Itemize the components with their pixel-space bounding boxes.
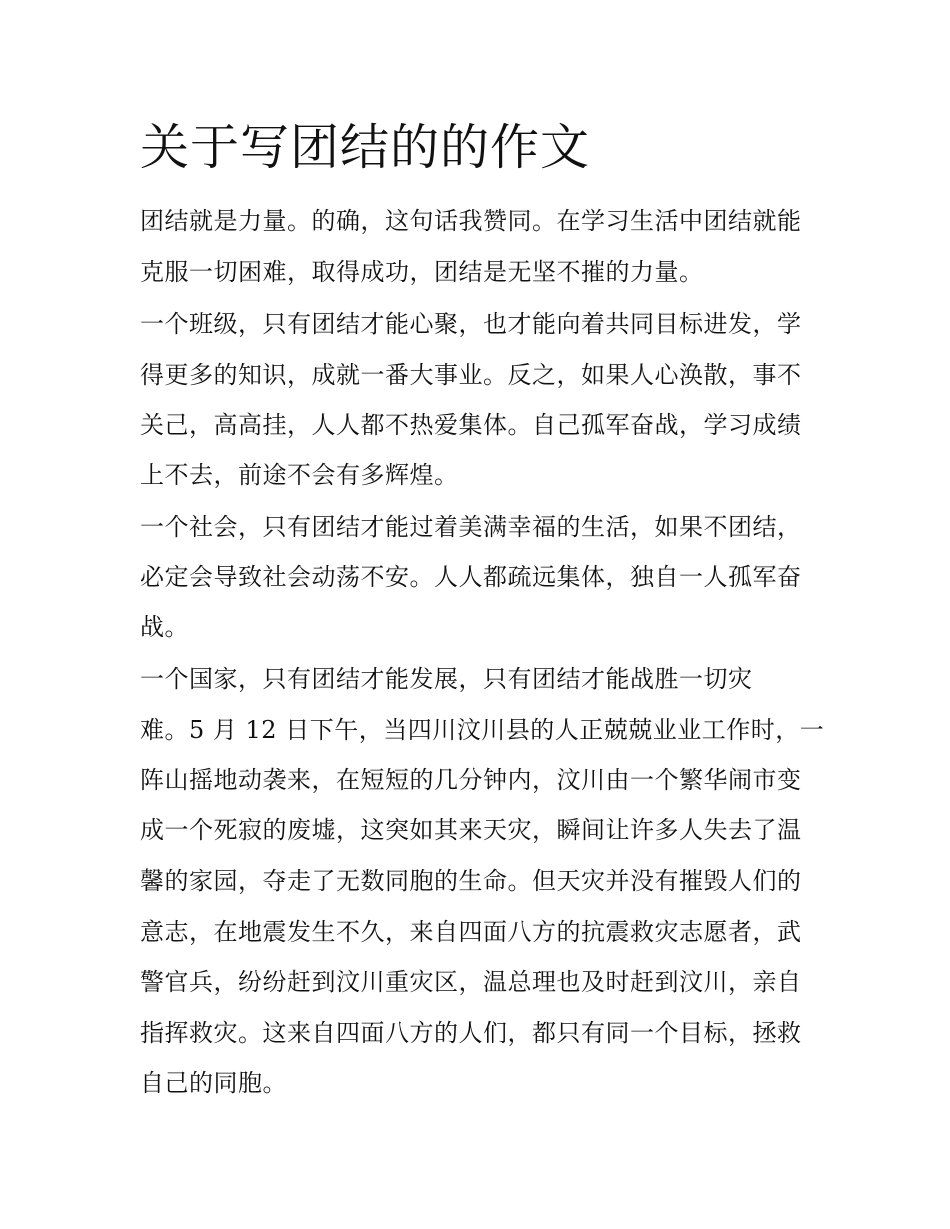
text-line: 一个社会，只有团结才能过着美满幸福的生活，如果不团结，	[140, 513, 802, 541]
text-line: 意志，在地震发生不久，来自四面八方的抗震救灾志愿者，武	[140, 918, 802, 946]
text-line: 指挥救灾。这来自四面八方的人们，都只有同一个目标，拯救	[140, 1019, 802, 1047]
text-line: 成一个死寂的废墟，这突如其来天灾，瞬间让许多人失去了温	[140, 816, 802, 844]
text-line: 自己的同胞。	[140, 1069, 287, 1097]
text-line: 一个国家，只有团结才能发展，只有团结才能战胜一切灾	[140, 665, 753, 693]
text-line: 得更多的知识，成就一番大事业。反之，如果人心涣散，事不	[140, 361, 802, 389]
text-line: 一个班级，只有团结才能心聚，也才能向着共同目标进发，学	[140, 310, 802, 338]
text-line: 团结就是力量。的确，这句话我赞同。在学习生活中团结就能	[140, 207, 802, 235]
text-line: 警官兵，纷纷赶到汶川重灾区，温总理也及时赶到汶川，亲自	[140, 968, 802, 996]
text-line: 阵山摇地动袭来，在短短的几分钟内，汶川由一个繁华闹市变	[140, 766, 802, 794]
text-line: 战。	[140, 613, 189, 641]
text-line: 关己，高高挂，人人都不热爱集体。自己孤军奋战，学习成绩	[140, 411, 802, 439]
text-line: 必定会导致社会动荡不安。人人都疏远集体，独自一人孤军奋	[140, 563, 802, 591]
document-title: 关于写团结的的作文	[140, 119, 591, 176]
text-line: 馨的家园，夺走了无数同胞的生命。但天灾并没有摧毁人们的	[140, 867, 802, 895]
text-line: 难。5 月 12 日下午，当四川汶川县的人正兢兢业业工作时，一	[140, 716, 825, 744]
text-line: 上不去，前途不会有多辉煌。	[140, 461, 459, 489]
text-line: 克服一切困难，取得成功，团结是无坚不摧的力量。	[140, 258, 704, 286]
